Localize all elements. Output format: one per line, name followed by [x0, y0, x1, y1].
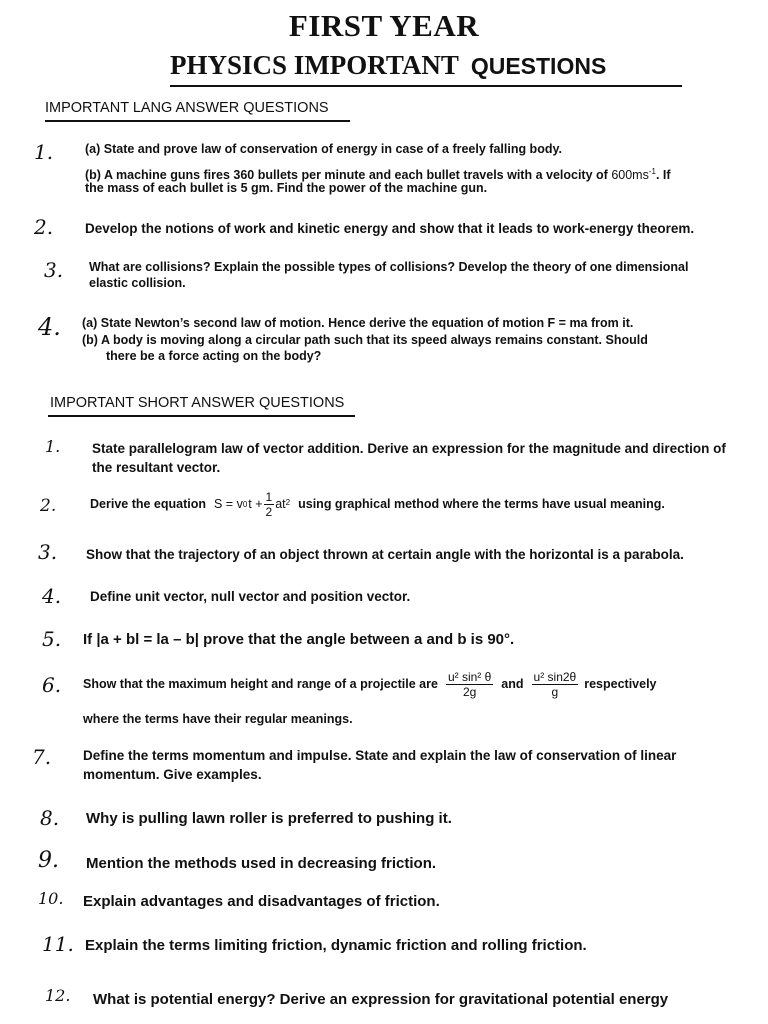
subtitle-questions: QUESTIONS — [470, 53, 607, 79]
short-q1-number: 1. — [45, 437, 61, 456]
short-q6-number: 6. — [42, 673, 62, 697]
short-q12-number: 12. — [45, 986, 71, 1005]
short-q7-number: 7. — [32, 745, 52, 769]
short-q5-number: 5. — [42, 627, 62, 651]
short-q4-number: 4. — [42, 584, 62, 608]
short-q2-text — [90, 490, 665, 519]
short-q1-line1: State parallelogram law of vector addition. Derive an expression for the magnitude and direction of — [92, 441, 726, 456]
short-q7-line1: Define the terms momentum and impulse. State and explain the law of conservation of linear — [83, 748, 677, 763]
long-q4-part-a: (a) State Newton’s second law of motion. Hence derive the equation of motion F = ma from it. — [82, 316, 634, 330]
short-q12-text: What is potential energy? Derive an expression for gravitational potential energy — [93, 991, 669, 1008]
short-q5-text: If |a + bl = la – b| prove that the angle between a and b is 90°. — [83, 631, 515, 648]
short-section-underline — [48, 415, 355, 417]
long-q1-velocity-exp: -1 — [648, 167, 656, 176]
long-section-underline — [45, 120, 350, 122]
short-q11-text: Explain the terms limiting friction, dynamic friction and rolling friction. — [85, 937, 587, 954]
short-q6-fraction-range — [532, 670, 579, 699]
short-section-heading: IMPORTANT SHORT ANSWER QUESTIONS — [50, 395, 345, 411]
short-q2-frac-den: 2 — [265, 505, 273, 519]
short-q2-frac-num: 1 — [265, 490, 273, 504]
short-q8-number: 8. — [40, 806, 60, 830]
short-q10-number: 10. — [38, 889, 64, 908]
short-q7-line2: momentum. Give examples. — [83, 767, 262, 782]
page-title: FIRST YEAR — [288, 8, 480, 43]
short-q11-number: 11. — [42, 932, 74, 956]
long-q4-part-b-line2: there be a force acting on the body? — [106, 349, 322, 363]
short-q2-fraction — [264, 490, 275, 519]
short-q6-text — [83, 670, 657, 699]
long-q4-number: 4. — [38, 313, 61, 341]
long-q3-line1: What are collisions? Explain the possible types of collisions? Develop the theory of one dimensional — [89, 260, 689, 274]
long-q1-if: . If — [655, 168, 671, 183]
subtitle-main: PHYSICS IMPORTANT — [170, 50, 459, 80]
short-q3-number: 3. — [38, 540, 58, 564]
long-q1-velocity: 600ms — [611, 168, 649, 183]
short-q3-text: Show that the trajectory of an object thrown at certain angle with the horizontal is a parabola. — [86, 547, 684, 562]
short-q2-eq-sup: 2 — [285, 498, 291, 507]
short-q9-number: 9. — [38, 848, 59, 873]
short-q2-eq-sub: 0 — [242, 500, 248, 509]
short-q6-pre: Show that the maximum height and range of a projectile are — [83, 677, 438, 691]
short-q6-f2-den: g — [551, 685, 559, 699]
short-q4-text: Define unit vector, null vector and position vector. — [90, 589, 411, 604]
long-q4-part-b: (b) A body is moving along a circular path such that its speed always remains constant. Should — [82, 333, 648, 347]
long-q1-b-text: (b) A machine guns fires 360 bullets per minute and each bullet travels with a velocity of — [85, 168, 608, 183]
short-q2-eq-rhs: at — [275, 497, 286, 511]
long-q3-number: 3. — [44, 258, 64, 282]
short-q8-text: Why is pulling lawn roller is preferred to pushing it. — [86, 810, 452, 827]
long-q1-part-b-line2: the mass of each bullet is 5 gm. Find the power of the machine gun. — [85, 181, 488, 195]
short-q9-text: Mention the methods used in decreasing friction. — [86, 855, 437, 872]
title-underline — [170, 85, 682, 87]
long-q3-line2: elastic collision. — [89, 276, 186, 290]
short-q2-eq-mid: t + — [248, 497, 263, 511]
short-q6-and: and — [501, 677, 524, 691]
long-q1-part-a: (a) State and prove law of conservation of energy in case of a freely falling body. — [85, 142, 562, 156]
short-q2-eq-lhs: S = v — [214, 497, 243, 511]
short-q2-number: 2. — [40, 496, 57, 516]
long-q1-number: 1. — [34, 140, 54, 164]
long-q2-number: 2. — [34, 215, 54, 239]
short-q2-pre: Derive the equation — [90, 497, 206, 511]
short-q6-f1-den: 2g — [462, 685, 477, 699]
short-q2-post: using graphical method where the terms have usual meaning. — [298, 497, 665, 511]
short-q6-post: respectively — [584, 677, 657, 691]
short-q1-line2: the resultant vector. — [92, 460, 221, 475]
page-subtitle — [170, 50, 606, 81]
short-q10-text: Explain advantages and disadvantages of friction. — [83, 893, 440, 910]
short-q6-f1-num: u² sin² θ — [447, 670, 492, 684]
short-q6-fraction-height — [446, 670, 493, 699]
long-section-heading: IMPORTANT LANG ANSWER QUESTIONS — [45, 100, 329, 116]
short-q6-f2-num: u² sin2θ — [533, 670, 577, 684]
short-q6-line2: where the terms have their regular meanings. — [83, 712, 353, 726]
long-q2-text: Develop the notions of work and kinetic energy and show that it leads to work-energy theorem. — [85, 221, 695, 236]
